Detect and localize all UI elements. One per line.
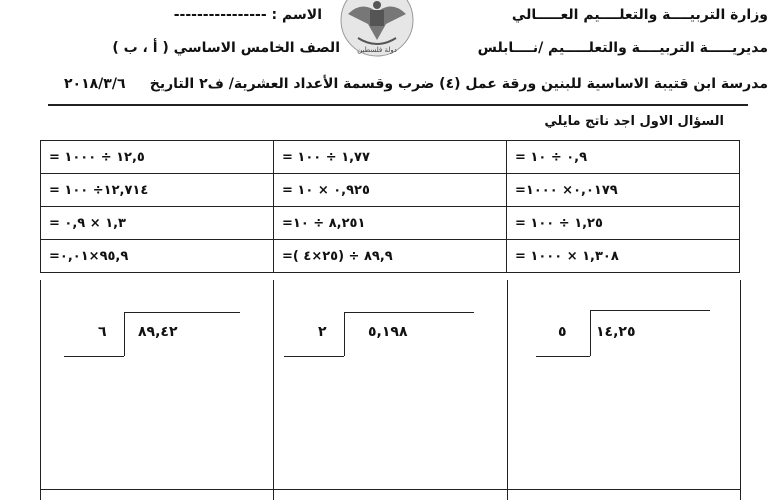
header-divider (48, 104, 748, 106)
exercise-cell: ١٢,٥ ÷ ١٠٠٠ = (41, 141, 274, 174)
section-border-right (740, 280, 741, 500)
exercise-cell: ٠,٩ ÷ ١٠ = (507, 141, 740, 174)
division-bracket-bottom (284, 356, 344, 357)
palestine-emblem-logo (328, 0, 426, 64)
section-border-middle-left (273, 280, 274, 500)
table-row (41, 240, 740, 273)
division-bracket-bottom (536, 356, 590, 357)
exercise-cell: ٩٥,٩×٠,٠١= (41, 240, 274, 273)
exercise-cell: ١,٣ × ٠,٩ = (41, 207, 274, 240)
worksheet-date: ٢٠١٨/٣/٦ (64, 76, 126, 92)
section-border-left (40, 280, 41, 500)
exercise-cell: ٠,٠١٧٩× ١٠٠٠= (507, 174, 740, 207)
table-row (41, 174, 740, 207)
school-worksheet-line: مدرسة ابن قتيبة الاساسية للبنين ورقة عمل (٤) ضرب وقسمة الأعداد العشرية/ ف٢ التاريخ (149, 76, 768, 92)
divisor-value: ٥ (558, 324, 567, 340)
divisor-value: ٦ (98, 324, 107, 340)
exercise-cell: ١٢,٧١٤÷ ١٠٠ = (41, 174, 274, 207)
exercise-cell: ١,٣٠٨ × ١٠٠٠ = (507, 240, 740, 273)
exercise-cell: ٨,٢٥١ ÷ ١٠= (274, 207, 507, 240)
division-bracket-bottom (64, 356, 124, 357)
exercise-table (40, 140, 740, 273)
long-division-2 (288, 312, 488, 372)
long-division-1 (540, 310, 720, 370)
exercise-cell: ٨٩,٩ ÷ (٢٥×٤ )= (274, 240, 507, 273)
table-row (41, 141, 740, 174)
section-border-middle-right (507, 280, 508, 500)
question-title: السؤال الاول اجد ناتج مايلي (544, 114, 724, 129)
logo-caption: دولة فلسطين (357, 46, 397, 54)
division-bracket-vertical (124, 312, 125, 356)
division-bracket-top (590, 310, 710, 311)
dividend-value: ٨٩,٤٢ (138, 324, 178, 340)
exercise-cell: ١,٧٧ ÷ ١٠٠ = (274, 141, 507, 174)
division-bracket-top (344, 312, 474, 313)
grade-label: الصف الخامس الاساسي ( أ ، ب ) (112, 40, 340, 56)
division-bracket-vertical (590, 310, 591, 356)
division-bracket-top (124, 312, 240, 313)
dividend-value: ١٤,٢٥ (596, 324, 636, 340)
divisor-value: ٢ (318, 324, 327, 340)
table-row (41, 207, 740, 240)
directorate-title: مديريـــــة التربيــــة والتعلـــــيم /نــــابلس (477, 40, 768, 56)
division-bracket-vertical (344, 312, 345, 356)
student-name-field: الاسم : ---------------- (173, 7, 322, 23)
section-border-bottom (40, 489, 740, 490)
long-division-3 (64, 312, 254, 372)
ministry-title: وزارة التربيــــة والتعلــــيم العـــــالي (511, 7, 768, 23)
dividend-value: ٥,١٩٨ (368, 324, 408, 340)
exercise-cell: ٠,٩٢٥ × ١٠ = (274, 174, 507, 207)
exercise-cell: ١,٢٥ ÷ ١٠٠ = (507, 207, 740, 240)
